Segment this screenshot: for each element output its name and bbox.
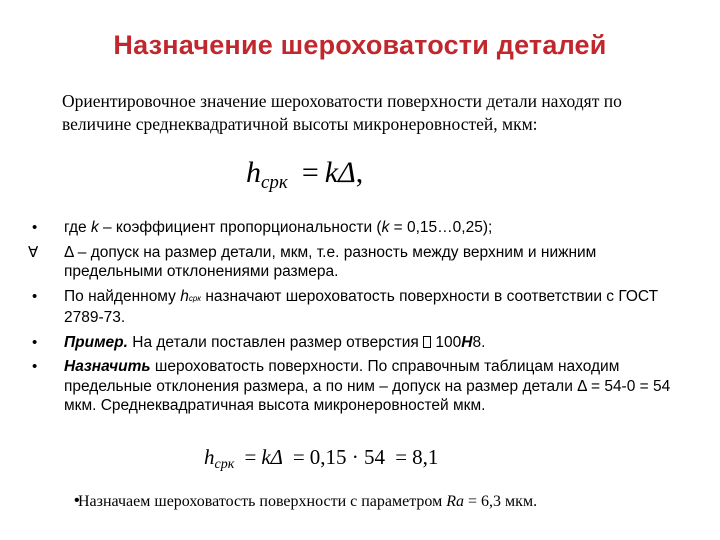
fit-letter: Н: [461, 333, 473, 351]
bullet-marker: •: [32, 287, 38, 305]
text: = 0,15…0,25);: [389, 219, 493, 236]
text: 100: [431, 333, 462, 351]
bullet-marker: •: [74, 492, 80, 509]
formula-calculation: [204, 445, 438, 470]
bullet-item-example: [30, 333, 690, 353]
formula-equals: =: [301, 156, 319, 189]
var-k: k: [90, 219, 99, 236]
forall-marker: ∀: [28, 242, 39, 261]
text: шероховатость поверхности. По справочным таблицам находим предельные отклонения размера, а по ним – допуск на размер детали Δ = 54-0 = 54 мкм. Среднеквадратичная высота микронеровностей мкм.: [64, 358, 671, 414]
formula-result: 8,1: [412, 445, 439, 469]
formula-h: h: [204, 445, 215, 469]
param-ra: Ra: [446, 493, 465, 510]
intro-paragraph: Ориентировочное значение шероховатости поверхности детали находят по величине среднеквадратичной высоты микронеровностей, мкм:: [62, 91, 622, 134]
text: 8.: [472, 333, 486, 351]
var-subscript: срк: [188, 293, 202, 303]
formula-h-srk: [246, 156, 364, 193]
formula-subscript: срк: [261, 172, 288, 193]
bullet-item-assign: [30, 357, 690, 416]
text: Δ – допуск на размер детали, мкм, т.е. разность между верхним и нижним предельными отклонениями размера.: [64, 243, 597, 280]
formula-rhs: kΔ: [324, 156, 356, 189]
formula-subscript: срк: [214, 457, 235, 472]
slide-title: Назначение шероховатости деталей: [113, 30, 607, 60]
missing-glyph-icon: [423, 336, 431, 348]
text: – коэффициент пропорциональности (: [98, 219, 382, 236]
text: где: [64, 219, 91, 236]
bullet-item-delta: [30, 243, 690, 282]
formula-h: h: [246, 156, 261, 189]
final-statement: [74, 492, 698, 511]
text: назначают шероховатость поверхности в соответствии с ГОСТ 2789-73.: [64, 287, 659, 326]
bullet-marker: •: [32, 358, 38, 375]
bullet-item-k: [30, 218, 690, 238]
var-k: k: [381, 219, 390, 236]
bullet-list: [30, 218, 690, 421]
var-h: h: [180, 287, 189, 305]
formula-equals: =: [292, 445, 305, 469]
assign-label: Назначить: [64, 358, 151, 375]
text: = 6,3 мкм.: [464, 493, 538, 510]
bullet-marker: •: [32, 219, 38, 236]
formula-equals: =: [244, 445, 257, 469]
text: По найденному: [64, 287, 181, 305]
text: Назначаем шероховатость поверхности с параметром: [78, 493, 447, 510]
formula-equals: =: [395, 445, 408, 469]
bullet-item-gost: [30, 287, 690, 328]
formula-expression: 0,15 · 54: [309, 445, 385, 469]
formula-comma: ,: [355, 156, 364, 189]
example-label: Пример.: [64, 333, 128, 351]
text: На детали поставлен размер отверстия: [127, 333, 424, 351]
formula-kdelta: kΔ: [261, 445, 283, 469]
bullet-marker: •: [32, 333, 38, 351]
